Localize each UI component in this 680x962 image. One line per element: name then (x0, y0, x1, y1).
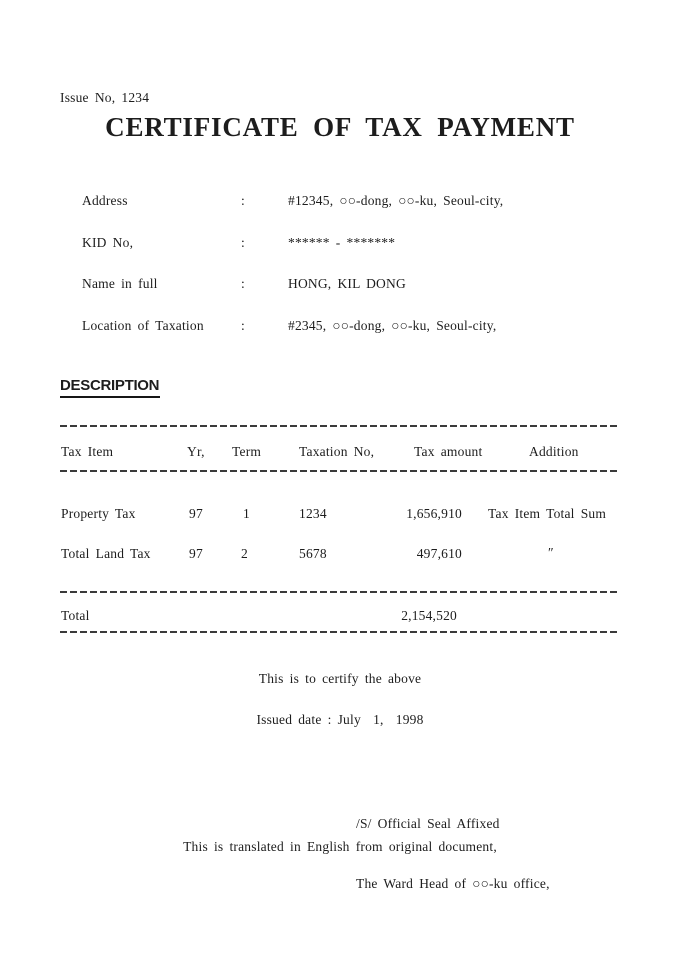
tax-item-cell: Total Land Tax (61, 546, 151, 561)
ditto-mark: ″ (548, 545, 554, 560)
issue-number: Issue No, 1234 (60, 90, 150, 105)
yr-cell: 97 (189, 506, 203, 521)
issued-date: Issued date : July 1, 1998 (256, 712, 424, 727)
tax-amount-header: Tax amount (414, 444, 483, 459)
taxation-no-cell: 1234 (299, 506, 327, 521)
name-label: Name in full (82, 276, 158, 291)
info-row-address (0, 194, 680, 210)
official-seal-line: /S/ Official Seal Affixed (356, 816, 500, 831)
total-label: Total (61, 608, 90, 623)
total-amount: 2,154,520 (401, 608, 457, 623)
dashed-divider (60, 631, 618, 633)
addition-header: Addition (529, 444, 579, 459)
seal-block (356, 774, 550, 934)
colon-separator: : (241, 276, 245, 291)
translation-note: This is translated in English from original document, (183, 839, 497, 854)
dashed-divider (60, 591, 618, 593)
info-row-name (0, 277, 680, 293)
tax-amount-cell: 1,656,910 (406, 506, 462, 521)
taxation-location-label: Location of Taxation (82, 318, 204, 333)
term-cell: 1 (243, 506, 250, 521)
name-value: HONG, KIL DONG (288, 276, 406, 291)
ward-head-line: The Ward Head of ○○-ku office, (356, 876, 550, 891)
address-value: #12345, ○○-dong, ○○-ku, Seoul-city, (288, 193, 504, 208)
dashed-divider (60, 425, 618, 427)
address-label: Address (82, 193, 128, 208)
tax-item-header: Tax Item (61, 444, 114, 459)
dashed-divider (60, 470, 618, 472)
term-header: Term (232, 444, 262, 459)
certify-statement: This is to certify the above (258, 671, 422, 686)
yr-header: Yr, (187, 444, 205, 459)
kid-no-value: ****** - ******* (288, 235, 396, 250)
taxation-location-value: #2345, ○○-dong, ○○-ku, Seoul-city, (288, 318, 497, 333)
tax-item-cell: Property Tax (61, 506, 136, 521)
kid-no-label: KID No, (82, 235, 134, 250)
colon-separator: : (241, 193, 245, 208)
term-cell: 2 (241, 546, 248, 561)
info-row-kid-no (0, 236, 680, 252)
colon-separator: : (241, 235, 245, 250)
document-title: CERTIFICATE OF TAX PAYMENT (105, 112, 575, 142)
yr-cell: 97 (189, 546, 203, 561)
colon-separator: : (241, 318, 245, 333)
taxation-no-cell: 5678 (299, 546, 327, 561)
description-heading: DESCRIPTION (60, 378, 160, 398)
tax-amount-cell: 497,610 (416, 546, 462, 561)
addition-cell: Tax Item Total Sum (488, 506, 607, 521)
info-row-taxation-location (0, 319, 680, 335)
taxation-no-header: Taxation No, (299, 444, 375, 459)
